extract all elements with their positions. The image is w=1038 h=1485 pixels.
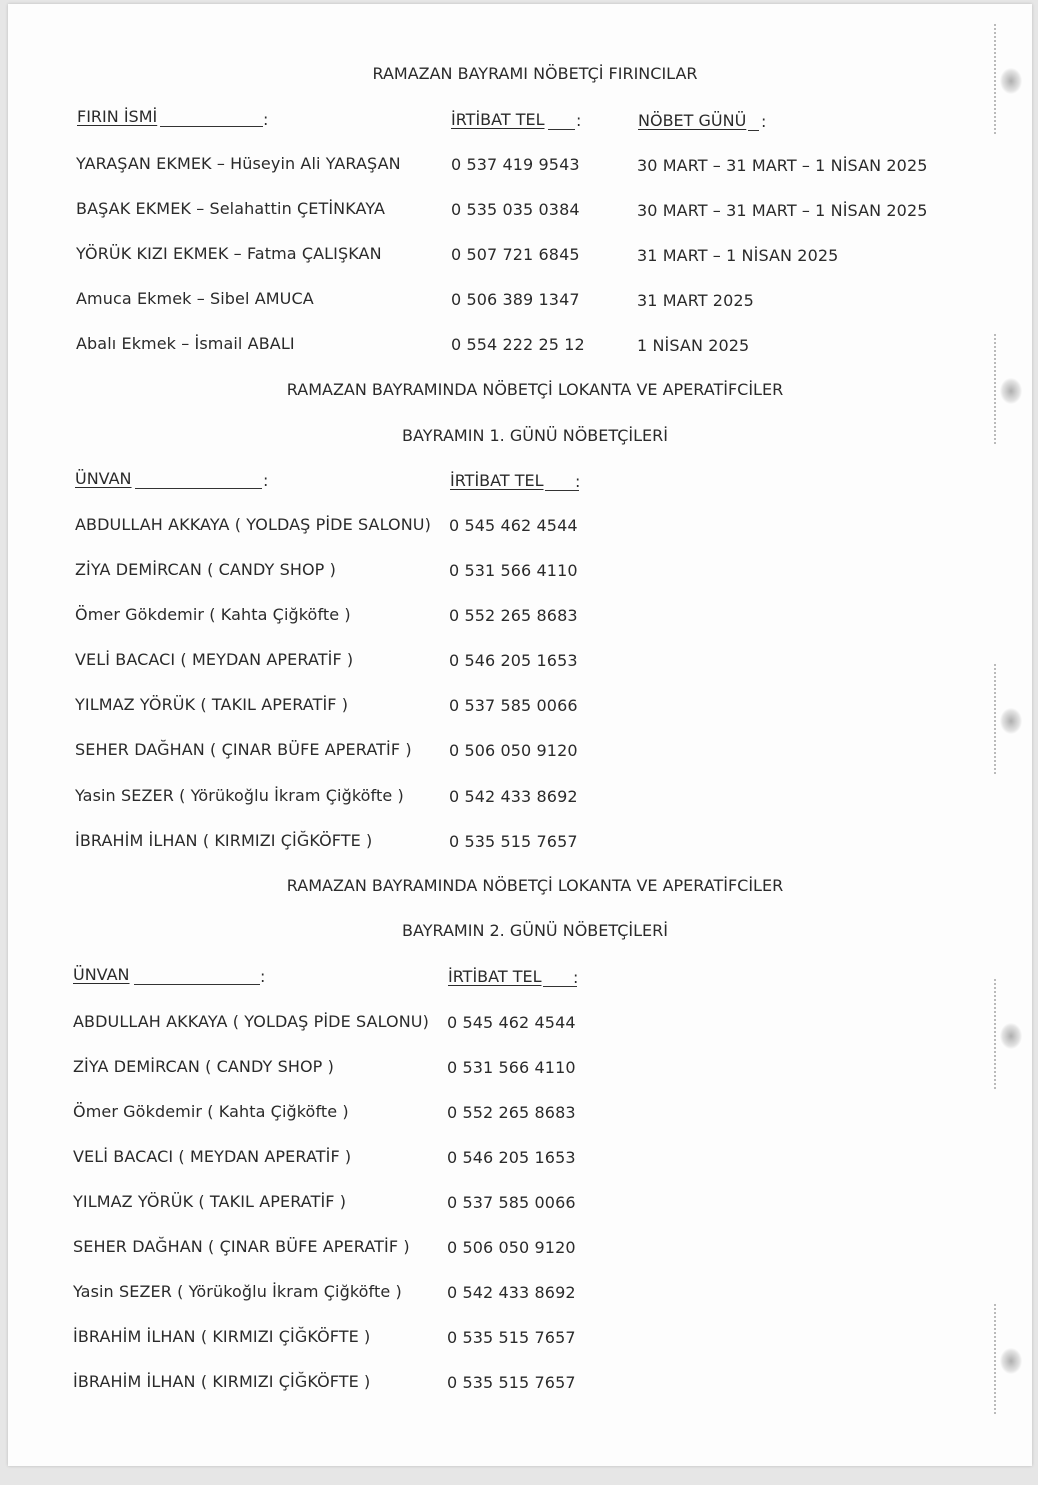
day2-phone: 0 535 515 7657 bbox=[447, 1328, 576, 1347]
day2-phone: 0 546 205 1653 bbox=[447, 1148, 576, 1167]
day2-name-header: ÜNVAN bbox=[73, 965, 130, 984]
bakery-name: YÖRÜK KIZI EKMEK – Fatma ÇALIŞKAN bbox=[76, 244, 382, 263]
scan-artifact bbox=[994, 664, 1024, 774]
day1-phone: 0 506 050 9120 bbox=[449, 741, 578, 760]
header-underline bbox=[548, 129, 575, 130]
bakery-name-header: FIRIN İSMİ bbox=[77, 107, 158, 126]
bakery-duty-day: 1 NİSAN 2025 bbox=[637, 336, 750, 355]
day2-business-name: Yasin SEZER ( Yörükoğlu İkram Çiğköfte ) bbox=[73, 1282, 402, 1301]
day2-phone: 0 535 515 7657 bbox=[447, 1373, 576, 1392]
day1-phone: 0 535 515 7657 bbox=[449, 832, 578, 851]
header-colon: : bbox=[575, 472, 581, 491]
bakery-phone-header: İRTİBAT TEL bbox=[451, 110, 545, 129]
day1-phone: 0 545 462 4544 bbox=[449, 516, 578, 535]
day1-business-name: Ömer Gökdemir ( Kahta Çiğköfte ) bbox=[75, 605, 351, 624]
day1-title: RAMAZAN BAYRAMINDA NÖBETÇİ LOKANTA VE APERATİFCİLER bbox=[286, 380, 784, 399]
header-colon: : bbox=[573, 968, 579, 987]
bakery-phone: 0 535 035 0384 bbox=[451, 200, 580, 219]
day1-business-name: ZİYA DEMİRCAN ( CANDY SHOP ) bbox=[75, 560, 336, 579]
day1-business-name: VELİ BACACI ( MEYDAN APERATİF ) bbox=[75, 650, 354, 669]
header-underline bbox=[135, 488, 262, 489]
day1-phone: 0 552 265 8683 bbox=[449, 606, 578, 625]
header-underline bbox=[748, 130, 759, 131]
day1-business-name: İBRAHİM İLHAN ( KIRMIZI ÇİĞKÖFTE ) bbox=[75, 831, 373, 850]
header-underline bbox=[545, 490, 579, 491]
bakery-name: YARAŞAN EKMEK – Hüseyin Ali YARAŞAN bbox=[76, 154, 401, 173]
day2-phone-header: İRTİBAT TEL bbox=[448, 967, 542, 986]
header-underline bbox=[134, 984, 260, 985]
day1-phone: 0 546 205 1653 bbox=[449, 651, 578, 670]
scan-artifact bbox=[994, 979, 1024, 1089]
scan-artifact bbox=[994, 1304, 1024, 1414]
day2-business-name: VELİ BACACI ( MEYDAN APERATİF ) bbox=[73, 1147, 352, 1166]
day1-name-header: ÜNVAN bbox=[75, 469, 132, 488]
header-colon: : bbox=[576, 111, 582, 130]
header-colon: : bbox=[761, 112, 767, 131]
day2-phone: 0 552 265 8683 bbox=[447, 1103, 576, 1122]
day1-phone-header: İRTİBAT TEL bbox=[450, 471, 544, 490]
day2-business-name: Ömer Gökdemir ( Kahta Çiğköfte ) bbox=[73, 1102, 349, 1121]
header-colon: : bbox=[260, 967, 266, 986]
bakery-duty-day: 31 MART 2025 bbox=[637, 291, 754, 310]
day2-business-name: İBRAHİM İLHAN ( KIRMIZI ÇİĞKÖFTE ) bbox=[73, 1372, 371, 1391]
day1-subtitle: BAYRAMIN 1. GÜNÜ NÖBETÇİLERİ bbox=[402, 426, 668, 445]
day2-business-name: ZİYA DEMİRCAN ( CANDY SHOP ) bbox=[73, 1057, 334, 1076]
header-underline bbox=[160, 126, 263, 127]
bakery-duty-day: 30 MART – 31 MART – 1 NİSAN 2025 bbox=[637, 201, 928, 220]
day1-phone: 0 542 433 8692 bbox=[449, 787, 578, 806]
day2-phone: 0 537 585 0066 bbox=[447, 1193, 576, 1212]
day2-phone: 0 545 462 4544 bbox=[447, 1013, 576, 1032]
header-colon: : bbox=[263, 110, 269, 129]
header-colon: : bbox=[263, 471, 269, 490]
day1-phone: 0 537 585 0066 bbox=[449, 696, 578, 715]
header-underline bbox=[543, 986, 577, 987]
day1-business-name: SEHER DAĞHAN ( ÇINAR BÜFE APERATİF ) bbox=[75, 740, 412, 759]
day1-business-name: ABDULLAH AKKAYA ( YOLDAŞ PİDE SALONU) bbox=[75, 515, 431, 534]
bakery-name: Abalı Ekmek – İsmail ABALI bbox=[76, 334, 295, 353]
day2-business-name: İBRAHİM İLHAN ( KIRMIZI ÇİĞKÖFTE ) bbox=[73, 1327, 371, 1346]
day1-business-name: Yasin SEZER ( Yörükoğlu İkram Çiğköfte ) bbox=[75, 786, 404, 805]
day2-title: RAMAZAN BAYRAMINDA NÖBETÇİ LOKANTA VE APERATİFCİLER bbox=[286, 876, 784, 895]
day2-phone: 0 506 050 9120 bbox=[447, 1238, 576, 1257]
bakery-phone: 0 554 222 25 12 bbox=[451, 335, 585, 354]
bakery-phone: 0 506 389 1347 bbox=[451, 290, 580, 309]
day2-phone: 0 531 566 4110 bbox=[447, 1058, 576, 1077]
day2-phone: 0 542 433 8692 bbox=[447, 1283, 576, 1302]
day1-business-name: YILMAZ YÖRÜK ( TAKIL APERATİF ) bbox=[75, 695, 349, 714]
day2-business-name: YILMAZ YÖRÜK ( TAKIL APERATİF ) bbox=[73, 1192, 347, 1211]
bakery-day-header: NÖBET GÜNÜ bbox=[638, 111, 747, 130]
day2-business-name: ABDULLAH AKKAYA ( YOLDAŞ PİDE SALONU) bbox=[73, 1012, 429, 1031]
bakery-name: BAŞAK EKMEK – Selahattin ÇETİNKAYA bbox=[76, 199, 386, 218]
bakery-phone: 0 507 721 6845 bbox=[451, 245, 580, 264]
bakery-name: Amuca Ekmek – Sibel AMUCA bbox=[76, 289, 314, 308]
bakery-phone: 0 537 419 9543 bbox=[451, 155, 580, 174]
bakery-duty-day: 31 MART – 1 NİSAN 2025 bbox=[637, 246, 839, 265]
day1-phone: 0 531 566 4110 bbox=[449, 561, 578, 580]
bakery-duty-day: 30 MART – 31 MART – 1 NİSAN 2025 bbox=[637, 156, 928, 175]
day2-business-name: SEHER DAĞHAN ( ÇINAR BÜFE APERATİF ) bbox=[73, 1237, 410, 1256]
day2-subtitle: BAYRAMIN 2. GÜNÜ NÖBETÇİLERİ bbox=[402, 921, 668, 940]
page-title: RAMAZAN BAYRAMI NÖBETÇİ FIRINCILAR bbox=[372, 64, 698, 83]
